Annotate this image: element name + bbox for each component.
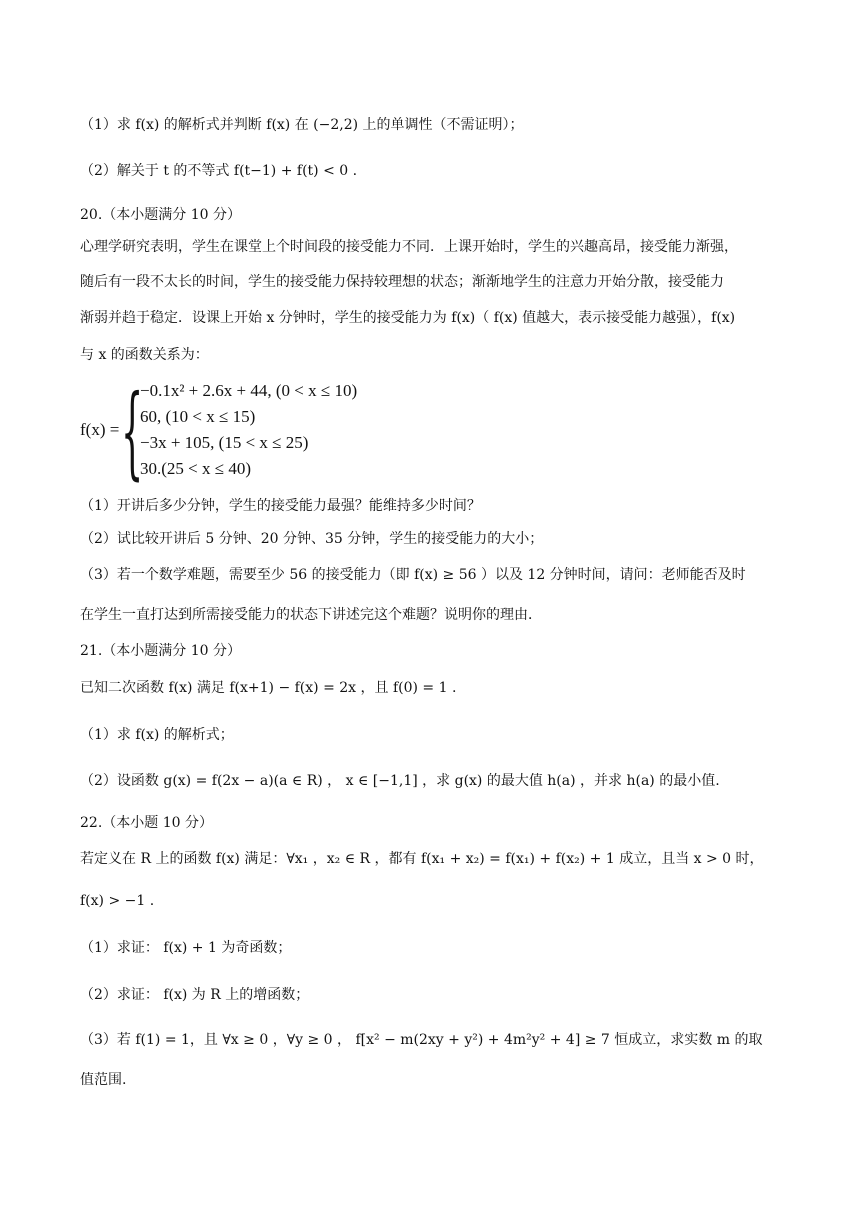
piecewise-case-2: 60, (10 < x ≤ 15) (140, 407, 256, 426)
piecewise-case-4: 30.(25 < x ≤ 40) (140, 459, 251, 478)
q19-part1: （1）求 f(x) 的解析式并判断 f(x) 在 (−2,2) 上的单调性（不需证明）； (80, 117, 524, 133)
q19-part2: （2）解关于 t 的不等式 f(t−1) + f(t) < 0 . (80, 163, 358, 179)
q20-part2: （2）试比较开讲后 5 分钟、20 分钟、35 分钟，学生的接受能力的大小； (80, 531, 544, 547)
q20-title: 20.（本小题满分 10 分） (80, 207, 241, 223)
q22-part3-line1: （3）若 f(1) = 1，且 ∀x ≥ 0 ，∀y ≥ 0 ， f[x² − m(2xy + y²) + 4m²y² + 4] ≥ 7 恒成立，求实数 m 的取 (80, 1032, 763, 1048)
q22-part2: （2）求证： f(x) 为 R 上的增函数； (80, 987, 310, 1003)
q21-part1: （1）求 f(x) 的解析式； (80, 727, 234, 743)
q20-paragraph-line2: 随后有一段不太长的时间，学生的接受能力保持较理想的状态；渐渐地学生的注意力开始分散，接受能力 (80, 274, 724, 290)
q21-statement: 已知二次函数 f(x) 满足 f(x+1) − f(x) = 2x ，且 f(0) = 1 . (80, 680, 457, 696)
q22-statement-line2: f(x) > −1 . (80, 893, 155, 909)
piecewise-brace: { (121, 373, 144, 490)
q22-part3-line2: 值范围. (80, 1072, 127, 1088)
q20-paragraph-line4: 与 x 的函数关系为： (80, 347, 209, 363)
q22-part1: （1）求证： f(x) + 1 为奇函数； (80, 940, 292, 956)
piecewise-function-label: f(x) = (80, 420, 120, 439)
q21-part2: （2）设函数 g(x) = f(2x − a)(a ∈ R) ， x ∈ [−1,1] ，求 g(x) 的最大值 h(a) ，并求 h(a) 的最小值. (80, 773, 720, 789)
q22-statement-line1: 若定义在 R 上的函数 f(x) 满足：∀x₁ ，x₂ ∈ R ，都有 f(x₁ + x₂) = f(x₁) + f(x₂) + 1 成立，且当 x > 0 时， (80, 851, 764, 867)
piecewise-case-1: −0.1x² + 2.6x + 44, (0 < x ≤ 10) (140, 381, 358, 400)
q21-title: 21.（本小题满分 10 分） (80, 643, 241, 659)
piecewise-case-3: −3x + 105, (15 < x ≤ 25) (140, 433, 309, 452)
q20-paragraph-line1: 心理学研究表明，学生在课堂上个时间段的接受能力不同．上课开始时，学生的兴趣高昂，接受能力渐强， (80, 239, 738, 255)
q20-part1: （1）开讲后多少分钟，学生的接受能力最强？能维持多少时间？ (80, 498, 481, 514)
q22-title: 22.（本小题 10 分） (80, 815, 213, 831)
q20-part3-line2: 在学生一直打达到所需接受能力的状态下讲述完这个难题？说明你的理由． (80, 607, 542, 623)
q20-part3-line1: （3）若一个数学难题，需要至少 56 的接受能力（即 f(x) ≥ 56 ）以及 12 分钟时间，请问：老师能否及时 (80, 567, 746, 583)
q20-paragraph-line3: 渐弱并趋于稳定．设课上开始 x 分钟时，学生的接受能力为 f(x)（ f(x) 值越大，表示接受能力越强），f(x) (80, 310, 736, 326)
